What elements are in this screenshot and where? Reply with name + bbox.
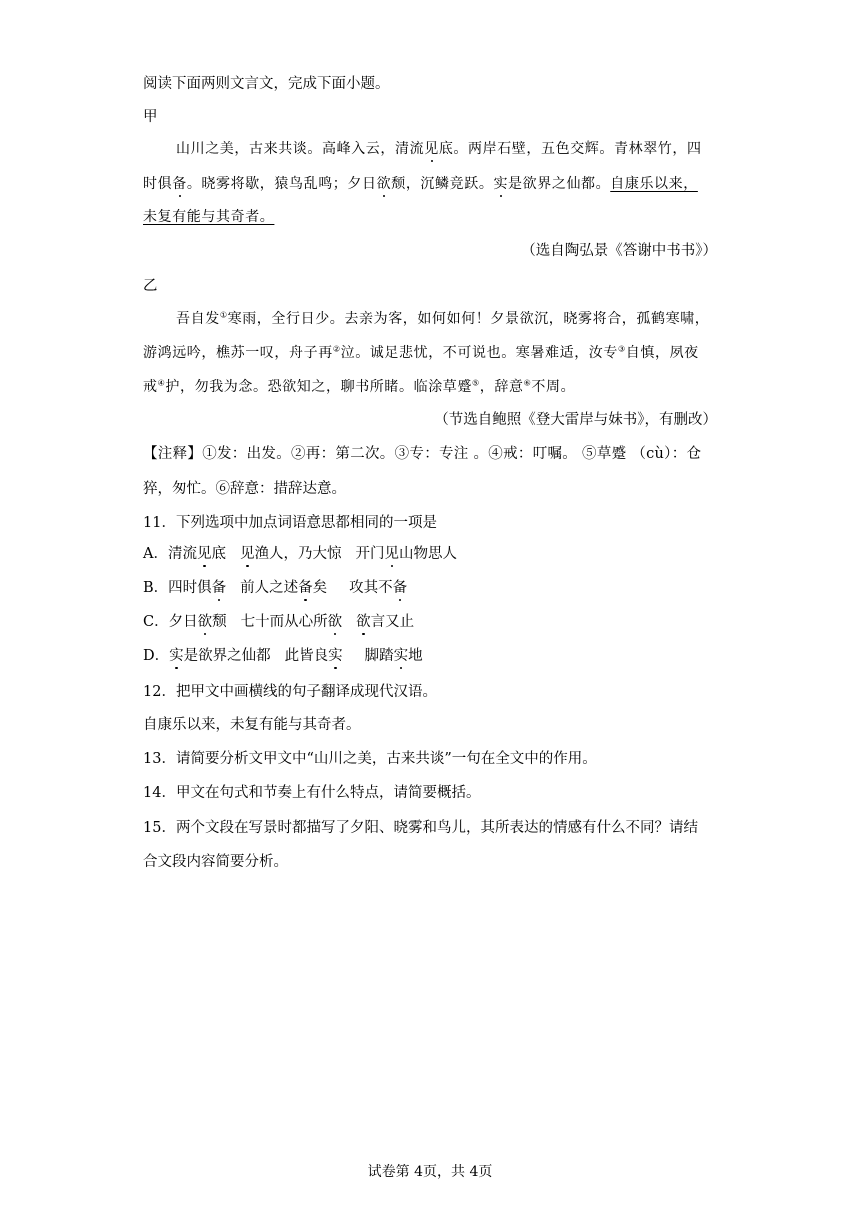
option-d[interactable] [143, 646, 423, 666]
option-text: 夕日 [168, 614, 198, 630]
footnote-mark: ① [219, 310, 228, 320]
passage-text: 时俱 [143, 176, 173, 192]
passage-text: 游鸿远吟，樵苏一叹，舟子再 [143, 345, 333, 361]
option-letter: A． [143, 546, 168, 562]
question-15-line-1: 15．两个文段在写景时都描写了夕阳、晓雾和鸟儿，其所表达的情感有什么不同？请结 [143, 820, 698, 836]
passage-jia-line-1 [176, 139, 717, 159]
passage-text: 寒雨，全行日少。去亲为客，如何如何！夕景欲沉，晓雾将合，孤鹤寒啸， [227, 311, 710, 327]
notes-line-1: 【注释】①发：出发。②再：第二次。③专：专注 。④戒：叮嘱。 ⑤草蹙 （cù）：仓 [143, 446, 702, 462]
dotted-char: 实 [169, 648, 184, 664]
underlined-sentence: 自康乐以来， [610, 176, 698, 192]
option-text: 前人之述 [240, 580, 299, 596]
option-letter: B． [143, 580, 169, 596]
dotted-char: 备 [172, 176, 187, 192]
passage-text: 泣。诚足悲忧，不可说也。寒暑难适，汝专 [340, 345, 618, 361]
passage-jia-label: 甲 [143, 109, 158, 125]
question-15-line-2: 合文段内容简要分析。 [143, 854, 288, 870]
passage-text: 颓，沉鳞竞跃。 [391, 176, 494, 192]
passage-jia-source: （选自陶弘景《答谢中书书》） [521, 243, 717, 259]
dotted-char: 见 [196, 546, 212, 562]
option-text: 清流 [167, 546, 197, 562]
passage-yi-label: 乙 [143, 278, 158, 294]
passage-text: 护，勿我为念。恐欲知之，聊书所睹。临涂草蹙 [165, 379, 472, 395]
passage-text: 山川之美，古来共谈。高峰入云，清流 [176, 141, 425, 157]
passage-text: 戒 [143, 379, 158, 395]
passage-yi-line-3 [143, 377, 717, 397]
dotted-char: 备 [392, 580, 408, 596]
dotted-char: 备 [211, 580, 227, 596]
option-text: 底 [211, 546, 226, 562]
passage-text: 吾自发 [176, 311, 220, 327]
option-c[interactable] [143, 612, 414, 632]
option-text: 七十而从心所 [240, 614, 328, 630]
passage-text: 。晓雾将歇，猿鸟乱鸣；夕日 [186, 176, 377, 192]
passage-text: 是欲界之仙都。 [508, 176, 611, 192]
option-letter: C． [143, 614, 169, 630]
question-11: 11．下列选项中加点词语意思都相同的一项是 [143, 515, 437, 531]
dotted-char: 欲 [356, 614, 371, 630]
passage-yi-line-2 [143, 343, 717, 363]
dotted-char: 备 [298, 580, 313, 596]
notes-line-2: 猝，匆忙。⑥辞意：措辞达意。 [143, 481, 346, 497]
question-14: 14．甲文在句式和节奏上有什么特点，请简要概括。 [143, 785, 481, 801]
option-a[interactable] [143, 544, 457, 564]
dotted-char: 见 [239, 546, 255, 562]
option-b[interactable] [143, 578, 407, 598]
footnote-mark: ④ [157, 378, 166, 388]
passage-text: 底。两岸石壁，五色交辉。青林翠竹，四 [438, 141, 702, 157]
passage-jia-line-3 [143, 207, 717, 227]
question-12-sentence: 自康乐以来，未复有能与其奇者。 [143, 717, 361, 733]
option-text: 言又止 [370, 614, 415, 630]
passage-jia-line-2 [143, 174, 717, 194]
dotted-char: 欲 [327, 614, 343, 630]
dotted-char: 见 [384, 546, 399, 562]
option-text: 渔人，乃大惊 [254, 546, 342, 562]
option-letter: D． [143, 648, 170, 664]
option-text: 是欲界之仙都 [183, 648, 271, 664]
intro-text: 阅读下面两则文言文，完成下面小题。 [143, 76, 390, 92]
passage-text: ，辞意 [479, 379, 524, 395]
passage-text: 不周。 [531, 379, 576, 395]
dotted-char: 实 [328, 648, 343, 664]
passage-text: 自慎，夙夜 [625, 345, 699, 361]
option-text: 地 [408, 648, 423, 664]
option-text: 攻其不 [349, 580, 393, 596]
question-13: 13．请简要分析文甲文中“山川之美，古来共谈”一句在全文中的作用。 [143, 751, 597, 767]
option-text: 此皆良 [284, 648, 329, 664]
dotted-char: 实 [393, 648, 409, 664]
option-text: 颓 [212, 614, 227, 630]
footnote-mark: ⑤ [472, 378, 480, 388]
footnote-mark: ⑥ [523, 378, 532, 388]
dotted-char: 见 [424, 141, 439, 157]
option-text: 开门 [355, 546, 385, 562]
option-text: 四时俱 [168, 580, 212, 596]
passage-yi-line-1 [176, 309, 717, 329]
dotted-char: 实 [493, 176, 509, 192]
option-text: 脚踏 [364, 648, 394, 664]
passage-yi-source: （节选自鲍照《登大雷岸与妹书》，有删改） [434, 412, 717, 428]
underlined-sentence: 未复有能与其奇者。 [143, 209, 275, 225]
footnote-mark: ③ [618, 344, 626, 354]
dotted-char: 欲 [376, 176, 392, 192]
footnote-mark: ② [332, 344, 341, 354]
option-text: 山物思人 [398, 546, 457, 562]
question-12: 12．把甲文中画横线的句子翻译成现代汉语。 [143, 684, 437, 700]
option-text: 矣 [312, 580, 328, 596]
page-footer: 试卷第 4页，共 4页 [367, 1164, 493, 1180]
dotted-char: 欲 [197, 614, 213, 630]
